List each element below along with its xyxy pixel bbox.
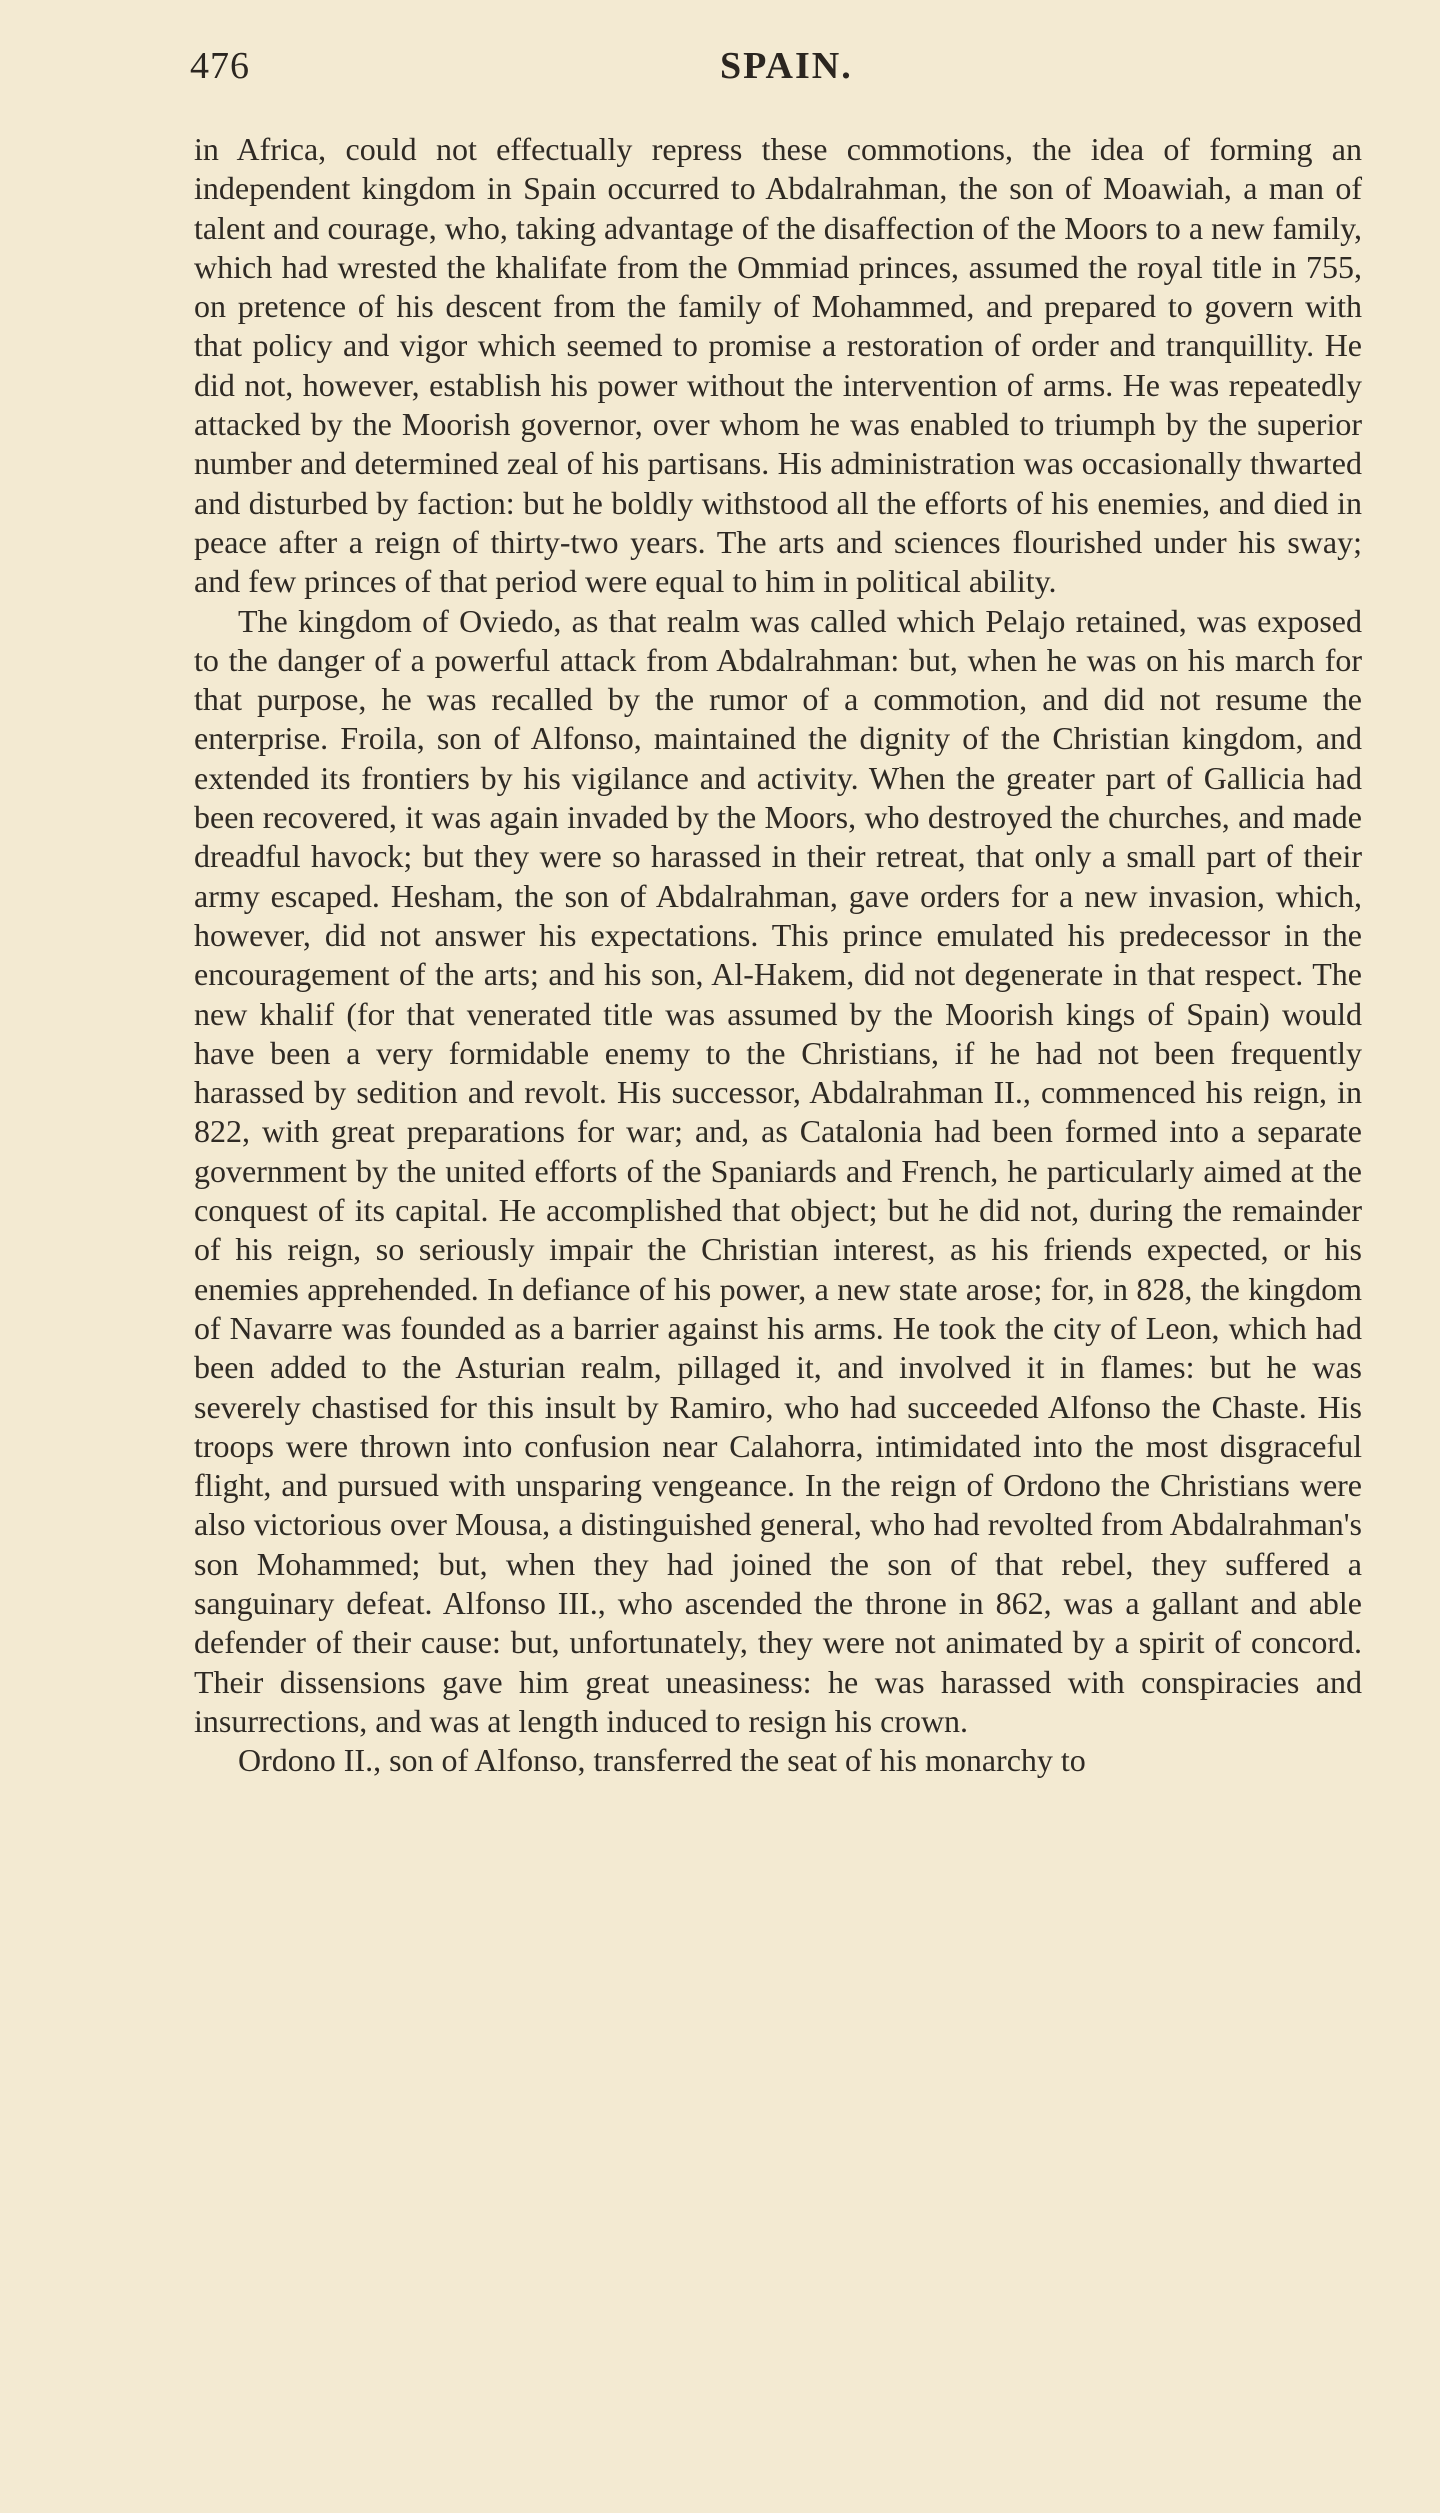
body-text [194,130,1362,1780]
running-title: SPAIN. [720,45,853,87]
paragraph-continuation: in Africa, could not effectually repress these commotions, the idea of forming an independent kingdom in Spain occurred to Abdalrahman, the son of Moawiah, a man of talent and courage, who, taking advantage of the disaffection of the Moors to a new family, which had wrested the khalifate from the Ommiad princes, assumed the royal title in 755, on pretence of his descent from the family of Mohammed, and prepared to govern with that policy and vigor which seemed to promise a restoration of order and tranquillity. He did not, however, establish his power without the intervention of arms. He was repeatedly attacked by the Moorish governor, over whom he was enabled to triumph by the superior number and determined zeal of his partisans. His administration was occasionally thwarted and disturbed by faction: but he boldly withstood all the efforts of his enemies, and died in peace after a reign of thirty-two years. The arts and sciences flourished under his sway; and few princes of that period were equal to him in political ability. [194,131,1362,600]
page-number: 476 [190,45,250,87]
page-header [190,40,1360,100]
paragraph-kingdom-of-oviedo: The kingdom of Oviedo, as that realm was called which Pelajo retained, was exposed to the danger of a powerful attack from Abdalrahman: but, when he was on his march for that purpose, he was recalled by the rumor of a commotion, and did not resume the enterprise. Froila, son of Alfonso, maintained the dignity of the Christian kingdom, and extended its frontiers by his vigilance and activity. When the greater part of Gallicia had been recovered, it was again invaded by the Moors, who destroyed the churches, and made dreadful havock; but they were so harassed in their retreat, that only a small part of their army escaped. Hesham, the son of Abdalrahman, gave orders for a new invasion, which, however, did not answer his expectations. This prince emulated his predecessor in the encouragement of the arts; and his son, Al-Hakem, did not degenerate in that respect. The new khalif (for that venerated title was assumed by the Moorish kings of Spain) would have been a very formidable enemy to the Christians, if he had not been frequently harassed by sedition and revolt. His successor, Abdalrahman II., commenced his reign, in 822, with great preparations for war; and, as Catalonia had been formed into a separate government by the united efforts of the Spaniards and French, he particularly aimed at the conquest of its capital. He accomplished that object; but he did not, during the remainder of his reign, so seriously impair the Christian interest, as his friends expected, or his enemies apprehended. In defiance of his power, a new state arose; for, in 828, the kingdom of Navarre was founded as a barrier against his arms. He took the city of Leon, which had been added to the Asturian realm, pillaged it, and involved it in flames: but he was severely chastised for this insult by Ramiro, who had succeeded Alfonso the Chaste. His troops were thrown into confusion near Calahorra, intimidated into the most disgraceful flight, and pursued with unsparing vengeance. In the reign of Ordono the Christians were also victorious over Mousa, a distinguished general, who had revolted from Abdalrahman's son Mohammed; but, when they had joined the son of that rebel, they suffered a sanguinary defeat. Alfonso III., who ascended the throne in 862, was a gallant and able defender of their cause: but, unfortunately, they were not animated by a spirit of concord. Their dissensions gave him great uneasiness: he was harassed with conspiracies and insurrections, and was at length induced to resign his crown. [194,602,1362,1739]
paragraph-ordono-ii: Ordono II., son of Alfonso, transferred the seat of his monarchy to [238,1742,1086,1779]
